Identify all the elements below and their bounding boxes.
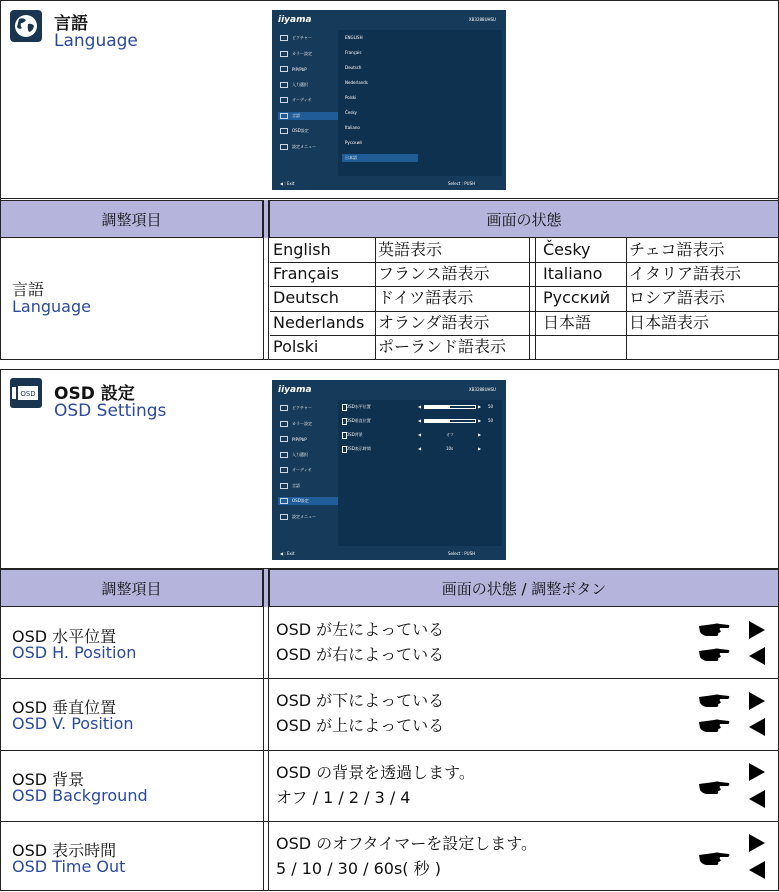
language-table-cell: ロシア語表示 [629, 288, 726, 308]
menu-icon [280, 498, 288, 504]
row-label-en: OSD Background [12, 786, 148, 805]
table-header-right: 画面の状態 [269, 200, 779, 238]
osd-setting-label: OSD水平位置 [346, 404, 371, 409]
osd-menu-item [278, 127, 311, 135]
osd-setting-label: OSD背景 [346, 432, 363, 437]
osd-brand: iiyama [278, 15, 312, 25]
osd-menu-item [278, 81, 310, 89]
language-table-cell: Français [273, 264, 339, 284]
pointing-hand-icon [698, 620, 730, 638]
osd-menu-item [278, 451, 310, 459]
osd-menu-label: ピクチャー [292, 405, 312, 410]
osd-language-option: Italiano [345, 125, 360, 130]
row-label-jp: 言語 [12, 280, 45, 299]
pointing-hand-icon [698, 645, 730, 663]
triangle-left-icon [749, 790, 765, 808]
language-table-cell: 英語表示 [378, 240, 443, 259]
row-label-jp: OSD 表示時間 [12, 841, 117, 860]
osd-exit: ◀ : Exit [280, 181, 295, 186]
language-table-cell: フランス語表示 [378, 264, 490, 284]
triangle-right-icon [749, 692, 765, 710]
row-description: オフ / 1 / 2 / 3 / 4 [276, 788, 411, 807]
language-table-cell: ポーランド語表示 [378, 336, 507, 356]
language-table-cell: 日本語表示 [629, 312, 710, 332]
osd-menu-label: 設定メニュー [292, 513, 316, 519]
menu-icon [280, 66, 288, 72]
osd-menu-item [278, 143, 318, 151]
osd-language-option: Русский [345, 140, 362, 145]
osd-setting-icon [342, 446, 347, 453]
osd-menu-label: カラー設定 [292, 50, 312, 56]
arrow-left-icon: ◀ [418, 446, 422, 451]
table-header-right: 画面の状態 / 調整ボタン [269, 569, 779, 607]
osd-menu-label: OSD設定 [292, 498, 309, 503]
menu-icon [280, 51, 288, 57]
osd-screen-settings [272, 380, 506, 560]
triangle-right-icon [749, 763, 765, 781]
menu-icon [280, 144, 288, 150]
osd-setting-label: OSD表示時間 [346, 446, 371, 451]
osd-menu-item [278, 50, 314, 58]
osd-menu-label: 言語 [292, 482, 300, 488]
row-label-en: Language [12, 297, 91, 316]
arrow-right-icon: ▶ [478, 404, 482, 409]
osd-slider-fill [424, 419, 450, 423]
section-title-jp: 言語 [54, 14, 88, 34]
osd-language-option: Français [345, 50, 362, 55]
globe-icon [10, 10, 42, 42]
osd-menu-item [278, 466, 314, 474]
osd-language-option: Polski [345, 95, 357, 100]
arrow-left-icon: ◀ [418, 418, 422, 423]
osd-slider-fill [424, 405, 450, 409]
table-header-left: 調整項目 [0, 569, 263, 607]
osd-menu-item [278, 435, 309, 443]
osd-menu-label: 設定メニュー [292, 143, 316, 149]
osd-menu-item [278, 34, 314, 42]
osd-menu-item [278, 96, 314, 104]
row-description: OSD の背景を透過します。 [276, 763, 475, 782]
section-title-en: OSD Settings [54, 401, 167, 421]
language-table-cell: Nederlands [273, 312, 365, 332]
arrow-left-icon: ◀ [418, 404, 422, 409]
triangle-left-icon [749, 647, 765, 665]
table-header-left: 調整項目 [0, 200, 263, 238]
row-description: OSD のオフタイマーを設定します。 [276, 834, 537, 853]
osd-menu-label: オーディオ [292, 467, 312, 472]
osd-setting-icon [342, 418, 347, 425]
osd-language-option: Deutsch [345, 65, 362, 70]
menu-icon [280, 97, 288, 103]
osd-menu-label: PIP/PbP [292, 66, 307, 72]
language-table-cell: Русский [543, 288, 611, 308]
pointing-hand-icon [698, 849, 730, 867]
osd-brand: iiyama [278, 385, 312, 395]
section-title-en: Language [54, 31, 138, 51]
osd-setting-value: 50 [488, 418, 494, 423]
osd-setting-label: OSD垂直位置 [346, 418, 371, 423]
osd-setting-value: 50 [488, 404, 494, 409]
osd-menu-label: オーディオ [292, 97, 312, 102]
osd-exit: ◀ : Exit [280, 551, 295, 556]
row-label-en: OSD H. Position [12, 643, 137, 662]
osd-model: XB3288UHSU [468, 387, 496, 392]
osd-menu-label: カラー設定 [292, 420, 312, 426]
menu-icon [280, 405, 288, 411]
menu-icon [280, 467, 288, 473]
osd-language-option: Česky [345, 110, 357, 115]
arrow-right-icon: ▶ [478, 446, 482, 451]
triangle-left-icon [749, 718, 765, 736]
menu-icon [280, 113, 288, 119]
row-description: OSD が左によっている [276, 620, 445, 639]
osd-menu-label: ピクチャー [292, 35, 312, 40]
row-description: OSD が右によっている [276, 645, 445, 664]
language-table-cell: English [273, 240, 331, 259]
osd-menu-item [278, 513, 318, 521]
osd-select: Select : PUSH [448, 551, 476, 556]
row-label-en: OSD Time Out [12, 857, 126, 876]
osd-language-option: 日本語 [342, 154, 418, 162]
osd-setting-value: オフ [446, 432, 454, 437]
arrow-left-icon: ◀ [418, 432, 422, 437]
triangle-left-icon [749, 861, 765, 879]
osd-menu-label: 言語 [292, 112, 300, 118]
svg-text:OSD: OSD [20, 390, 36, 398]
row-label-jp: OSD 垂直位置 [12, 698, 117, 717]
osd-screen-language [272, 10, 506, 190]
language-table-cell: ドイツ語表示 [378, 288, 474, 308]
menu-icon [280, 452, 288, 458]
osd-setting-icon [342, 432, 347, 439]
osd-icon [10, 378, 42, 408]
language-table-cell: 日本語 [543, 312, 592, 332]
menu-icon [280, 514, 288, 520]
language-table-cell: Deutsch [273, 288, 339, 308]
language-table-cell: Česky [543, 240, 591, 259]
triangle-right-icon [749, 621, 765, 639]
language-table-cell: イタリア語表示 [629, 264, 742, 284]
triangle-right-icon [749, 834, 765, 852]
row-description: 5 / 10 / 30 / 60s( 秒 ) [276, 859, 441, 878]
row-description: OSD が上によっている [276, 716, 445, 735]
arrow-right-icon: ▶ [478, 418, 482, 423]
osd-menu-item [278, 112, 338, 120]
language-table-cell: オランダ語表示 [378, 312, 490, 332]
menu-icon [280, 35, 288, 41]
arrow-right-icon: ▶ [478, 432, 482, 437]
menu-icon [280, 436, 288, 442]
osd-menu-item [278, 482, 302, 490]
section-title-jp: OSD 設定 [54, 384, 135, 404]
pointing-hand-icon [698, 778, 730, 796]
osd-model: XB3288UHSU [468, 17, 496, 22]
osd-menu-item [278, 497, 338, 505]
osd-menu-item [278, 404, 314, 412]
osd-menu-item [278, 65, 309, 73]
osd-language-option: Nederlands [345, 80, 368, 85]
osd-menu-label: OSD設定 [292, 128, 309, 133]
language-table-cell: Italiano [543, 264, 603, 284]
osd-language-option: ENGLISH [345, 35, 363, 40]
menu-icon [280, 128, 288, 134]
language-table-cell: Polski [273, 336, 319, 356]
pointing-hand-icon [698, 691, 730, 709]
osd-setting-value: 10s [446, 446, 454, 451]
menu-icon [280, 483, 288, 489]
osd-menu-item [278, 420, 314, 428]
osd-menu-label: PIP/PbP [292, 436, 307, 442]
language-table-cell: チェコ語表示 [629, 240, 725, 259]
row-description: OSD が下によっている [276, 691, 445, 710]
osd-select: Select : PUSH [448, 181, 476, 186]
menu-icon [280, 82, 288, 88]
row-label-jp: OSD 背景 [12, 770, 85, 789]
osd-setting-icon [342, 404, 347, 411]
pointing-hand-icon [698, 716, 730, 734]
osd-menu-label: 入力選択 [292, 451, 308, 457]
row-label-jp: OSD 水平位置 [12, 627, 117, 646]
osd-menu-label: 入力選択 [292, 81, 308, 87]
row-label-en: OSD V. Position [12, 714, 134, 733]
menu-icon [280, 421, 288, 427]
